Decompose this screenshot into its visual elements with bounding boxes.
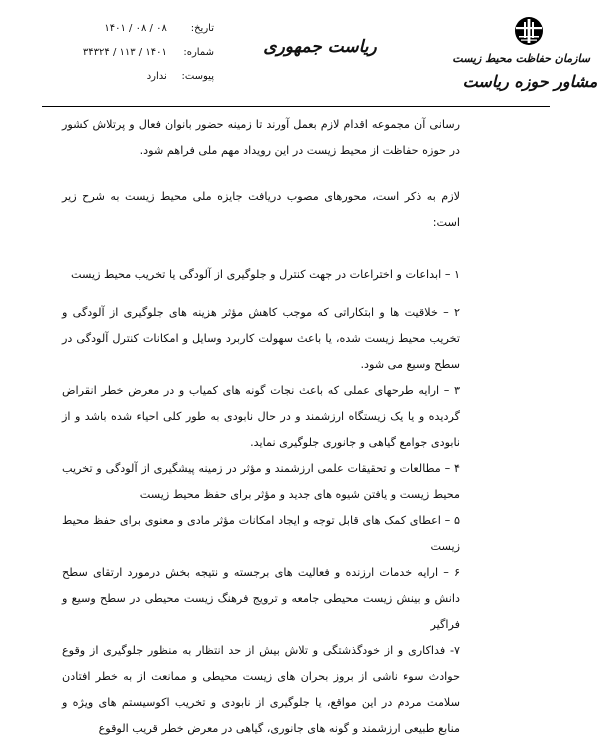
header-divider (42, 106, 550, 107)
date-value: ۱۴۰۱ / ۰۸ / ۰۸ (104, 23, 167, 34)
criteria-item: ۷- فداکاری و از خودگذشتگی و تلاش بیش از حد انتظار به منظور جلوگیری از وقوع حوادث سوء ناشی از بروز بحران های زیست محیطی و ممانعت از به خطر افتادن سلامت مردم در این مواقع، یا جلوگیری از نابودی و تخریب اکوسیستم های ویژه و منابع طبیعی ارزشمند و گونه های جانوری، گیاهی در معرض خطر قریب الوقوع (62, 644, 460, 735)
number-row (14, 45, 214, 61)
department-name: مشاور حوزه ریاست (462, 72, 598, 91)
attachment-value: ندارد (146, 71, 167, 82)
date-label: تاریخ: (190, 23, 214, 34)
intro-paragraph: رسانی آن مجموعه اقدام لازم بعمل آورند تا زمینه حضور بانوان فعال و پرتلاش کشور در حوزه حفاظت از محیط زیست در این رویداد مهم ملی فراهم شود. (62, 118, 460, 157)
presidency-title: ریاست جمهوری (263, 37, 377, 57)
criteria-item: ۵ – اعطای کمک های قابل توجه و ایجاد امکانات مؤثر مادی و معنوی برای حفظ محیط زیست (62, 514, 460, 553)
criteria-item: ۶ – ارایه خدمات ارزنده و فعالیت های برجسته و نتیجه بخش درمورد ارتقای سطح دانش و بینش زیست محیطی جامعه و ترویج فرهنگ زیست محیطی در سطح وسیع و فراگیر (62, 566, 460, 631)
letter-body (62, 112, 460, 742)
criteria-item: ۲ – خلاقیت ها و ابتکاراتی که موجب کاهش مؤثر هزینه های جلوگیری از آلودگی و تخریب محیط زیست شده، یا باعث سهولت کاربرد وسایل و امکانات کنترل آلودگی در سطح وسیع می شود. (62, 306, 460, 371)
letterhead (0, 0, 601, 108)
attachment-label: پیوست: (181, 71, 214, 82)
organization-name: سازمان حفاظت محیط زیست (452, 52, 590, 65)
number-label: شماره: (183, 47, 214, 58)
lead-paragraph: لازم به ذکر است، محورهای مصوب دریافت جایزه ملی محیط زیست به شرح زیر است: (62, 190, 460, 229)
criteria-item: ۴ – مطالعات و تحقیقات علمی ارزشمند و مؤثر در زمینه پیشگیری از آلودگی و تخریب محیط زیست و یافتن شیوه های جدید و مؤثر برای حفظ محیط زیست (62, 462, 460, 501)
criteria-item: ۱ – ابداعات و اختراعات در جهت کنترل و جلوگیری از آلودگی یا تخریب محیط زیست (71, 268, 460, 281)
date-row (14, 21, 214, 37)
number-value: ۳۴۳۲۴ / ۱۱۳ / ۱۴۰۱ (82, 47, 167, 58)
environment-organization-emblem-icon (514, 16, 544, 46)
criteria-item: ۳ – ارایه طرحهای عملی که باعث نجات گونه های کمیاب و در معرض خطر انقراض گردیده و یا یک زیستگاه ارزشمند و در حال نابودی به طور کلی احیاء شده باشد و از نابودی جوامع گیاهی و جانوری جلوگیری نماید. (62, 384, 460, 449)
attachment-row (14, 69, 214, 85)
